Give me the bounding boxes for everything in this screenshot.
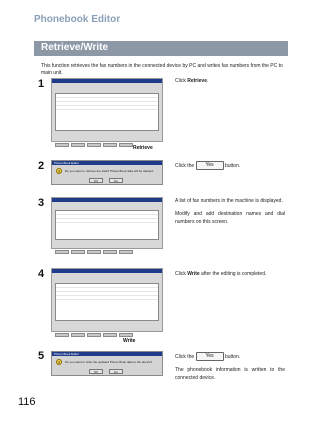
- dialog-message: Do you want to write the updated Phone Book data to the device?: [65, 360, 153, 364]
- dialog-no-button: No: [109, 369, 123, 374]
- retrieve-confirm-dialog: [51, 160, 163, 185]
- step-number: 3: [38, 197, 45, 209]
- phonebook-editor-screenshot: [51, 268, 163, 332]
- step-number: 1: [38, 78, 45, 90]
- toolbar-buttons: [55, 241, 159, 246]
- question-icon: ?: [57, 360, 61, 365]
- window-titlebar: [52, 79, 162, 83]
- dialog-ok-button: OK: [89, 178, 103, 183]
- write-caption: Write: [123, 338, 136, 344]
- dialog-title: Phone Book Editor: [52, 352, 162, 356]
- dialog-title: Phone Book Editor: [52, 161, 162, 165]
- step-number: 5: [38, 350, 45, 362]
- yes-button-illustration: Yes: [196, 161, 224, 170]
- dialog-no-button: No: [109, 178, 123, 183]
- intro-paragraph: This function retrieves the fax numbers in the connected device by PC and writes fax numbers from the PC to main unit.: [41, 63, 283, 76]
- toolbar-buttons: [55, 134, 159, 139]
- step-2-text: Click the Yes button.: [175, 162, 241, 169]
- yes-button-illustration: Yes: [196, 352, 224, 361]
- step-4-text: Click Write after the editing is completed.: [175, 271, 267, 277]
- toolbar-buttons: [55, 324, 159, 329]
- step-5-text: Click the Yes button. The phonebook information is written to the connected device.: [175, 353, 285, 381]
- step-number: 4: [38, 268, 45, 280]
- phonebook-list: [55, 210, 159, 240]
- write-confirm-dialog: [51, 351, 163, 376]
- phonebook-list: [55, 93, 159, 131]
- phonebook-editor-screenshot: [51, 78, 163, 142]
- window-titlebar: [52, 198, 162, 202]
- step-1-text: Click Retrieve.: [175, 78, 209, 84]
- phonebook-list: [55, 283, 159, 321]
- section-title: Retrieve/Write: [41, 42, 109, 53]
- page-header-title: Phonebook Editor: [34, 14, 121, 25]
- step-3-text: A list of fax numbers in the machine is displayed. Modify and add destination names and dial numbers on this screen.: [175, 198, 285, 225]
- retrieve-caption: Retrieve: [133, 145, 153, 151]
- dialog-ok-button: OK: [89, 369, 103, 374]
- window-titlebar: [52, 269, 162, 273]
- dialog-message: Do you want to retrieve the data? Phone Book data will be deleted.: [65, 169, 154, 173]
- phonebook-list-screenshot: [51, 197, 163, 249]
- step-number: 2: [38, 160, 45, 172]
- question-icon: ?: [57, 169, 61, 174]
- page-number: 116: [18, 396, 36, 408]
